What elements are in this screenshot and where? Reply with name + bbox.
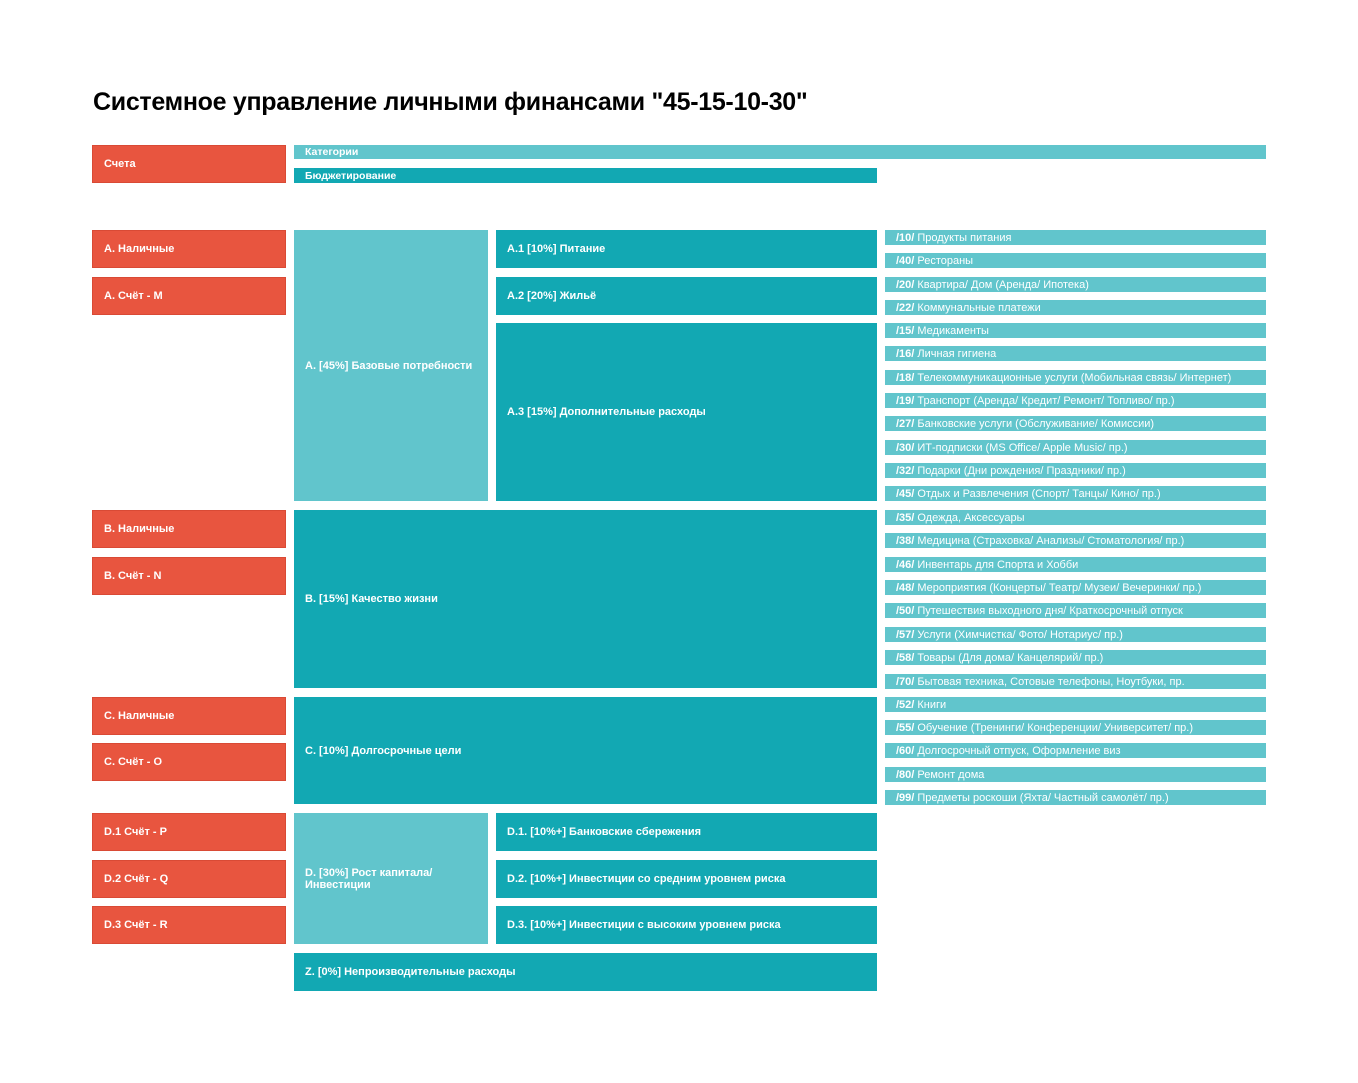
account-label: C. Наличные	[104, 710, 175, 722]
account-label: B. Счёт - N	[104, 570, 162, 582]
category-code: /27/	[896, 417, 915, 430]
sub-d1-bank-savings[interactable]	[496, 813, 877, 851]
sub-a3-extra[interactable]	[496, 323, 877, 501]
account-b-n[interactable]	[92, 557, 286, 595]
category-item[interactable]	[885, 253, 1266, 268]
account-d2-q[interactable]	[92, 860, 286, 898]
category-item[interactable]	[885, 346, 1266, 361]
group-label: C. [10%] Долгосрочные цели	[305, 744, 462, 757]
category-code: /18/	[896, 371, 915, 384]
category-item[interactable]	[885, 790, 1266, 805]
sub-label: A.2 [20%] Жильё	[507, 290, 597, 302]
category-name: Предметы роскоши (Яхта/ Частный самолёт/ пр.)	[917, 791, 1169, 804]
budgeting-header	[294, 168, 877, 183]
category-item[interactable]	[885, 277, 1266, 292]
category-code: /48/	[896, 581, 915, 594]
category-name: Услуги (Химчистка/ Фото/ Нотариус/ пр.)	[917, 628, 1123, 641]
category-name: Путешествия выходного дня/ Краткосрочный отпуск	[917, 604, 1183, 617]
accounts-header	[92, 145, 286, 183]
category-code: /57/	[896, 628, 915, 641]
category-code: /80/	[896, 768, 915, 781]
category-code: /52/	[896, 698, 915, 711]
account-b-cash[interactable]	[92, 510, 286, 548]
category-item[interactable]	[885, 697, 1266, 712]
category-name: Телекоммуникационные услуги (Мобильная связь/ Интернет)	[917, 371, 1232, 384]
category-code: /55/	[896, 721, 915, 734]
account-c-cash[interactable]	[92, 697, 286, 735]
category-item[interactable]	[885, 416, 1266, 431]
category-item[interactable]	[885, 650, 1266, 665]
category-name: Ремонт дома	[917, 768, 985, 781]
category-name: Подарки (Дни рождения/ Праздники/ пр.)	[917, 464, 1126, 477]
category-item[interactable]	[885, 486, 1266, 501]
category-code: /22/	[896, 301, 915, 314]
accounts-header-label: Счета	[104, 158, 136, 170]
group-c-long-term-goals[interactable]	[294, 697, 877, 804]
category-code: /45/	[896, 487, 915, 500]
categories-header	[294, 145, 1266, 159]
category-item[interactable]	[885, 767, 1266, 782]
sub-d3-high-risk[interactable]	[496, 906, 877, 944]
group-z-unproductive[interactable]	[294, 953, 877, 991]
sub-a1-food[interactable]	[496, 230, 877, 268]
category-name: Личная гигиена	[917, 347, 997, 360]
category-code: /30/	[896, 441, 915, 454]
sub-label: D.2. [10%+] Инвестиции со средним уровнем риска	[507, 873, 786, 885]
category-name: Квартира/ Дом (Аренда/ Ипотека)	[917, 278, 1089, 291]
category-name: Медикаменты	[917, 324, 989, 337]
group-d-capital-growth[interactable]	[294, 813, 488, 944]
account-a-m[interactable]	[92, 277, 286, 315]
category-name: Банковские услуги (Обслуживание/ Комиссии)	[917, 417, 1155, 430]
category-item[interactable]	[885, 674, 1266, 689]
account-label: A. Наличные	[104, 243, 175, 255]
group-label: D. [30%] Рост капитала/ Инвестиции	[305, 866, 433, 891]
sub-a2-housing[interactable]	[496, 277, 877, 315]
group-label: A. [45%] Базовые потребности	[305, 359, 473, 372]
sub-label: A.1 [10%] Питание	[507, 243, 606, 255]
group-a-basic-needs[interactable]	[294, 230, 488, 501]
category-name: Мероприятия (Концерты/ Театр/ Музеи/ Вечеринки/ пр.)	[917, 581, 1202, 594]
category-item[interactable]	[885, 440, 1266, 455]
account-label: B. Наличные	[104, 523, 175, 535]
category-item[interactable]	[885, 580, 1266, 595]
category-item[interactable]	[885, 323, 1266, 338]
category-name: Отдых и Развлечения (Спорт/ Танцы/ Кино/ пр.)	[917, 487, 1161, 500]
category-name: Обучение (Тренинги/ Конференции/ Университет/ пр.)	[917, 721, 1193, 734]
category-item[interactable]	[885, 720, 1266, 735]
category-code: /58/	[896, 651, 915, 664]
category-name: Бытовая техника, Сотовые телефоны, Ноутбуки, пр.	[917, 675, 1185, 688]
category-item[interactable]	[885, 510, 1266, 525]
category-item[interactable]	[885, 533, 1266, 548]
category-code: /16/	[896, 347, 915, 360]
sub-label: A.3 [15%] Дополнительные расходы	[507, 406, 706, 418]
category-code: /19/	[896, 394, 915, 407]
category-name: Коммунальные платежи	[917, 301, 1041, 314]
category-item[interactable]	[885, 393, 1266, 408]
category-item[interactable]	[885, 603, 1266, 618]
category-code: /46/	[896, 558, 915, 571]
account-label: A. Счёт - M	[104, 290, 163, 302]
category-item[interactable]	[885, 743, 1266, 758]
category-name: Инвентарь для Спорта и Хобби	[917, 558, 1079, 571]
category-code: /38/	[896, 534, 915, 547]
category-code: /10/	[896, 231, 915, 244]
category-code: /50/	[896, 604, 915, 617]
category-name: Продукты питания	[917, 231, 1012, 244]
category-item[interactable]	[885, 370, 1266, 385]
category-code: /20/	[896, 278, 915, 291]
category-name: Книги	[917, 698, 947, 711]
account-a-cash[interactable]	[92, 230, 286, 268]
group-label: B. [15%] Качество жизни	[305, 593, 438, 605]
category-code: /70/	[896, 675, 915, 688]
account-label: D.1 Счёт - P	[104, 826, 167, 838]
category-code: /60/	[896, 744, 915, 757]
category-name: Медицина (Страховка/ Анализы/ Стоматология/ пр.)	[917, 534, 1185, 547]
category-code: /32/	[896, 464, 915, 477]
budgeting-header-label: Бюджетирование	[305, 169, 397, 182]
account-d3-r[interactable]	[92, 906, 286, 944]
category-name: Долгосрочный отпуск, Оформление виз	[917, 744, 1121, 757]
categories-header-label: Категории	[305, 146, 359, 158]
account-label: D.2 Счёт - Q	[104, 873, 169, 885]
category-code: /35/	[896, 511, 915, 524]
category-code: /15/	[896, 324, 915, 337]
category-item[interactable]	[885, 230, 1266, 245]
category-item[interactable]	[885, 300, 1266, 315]
category-item[interactable]	[885, 463, 1266, 478]
category-code: /99/	[896, 791, 915, 804]
group-b-quality-of-life[interactable]	[294, 510, 877, 688]
category-code: /40/	[896, 254, 915, 267]
category-item[interactable]	[885, 557, 1266, 572]
account-c-o[interactable]	[92, 743, 286, 781]
account-label: C. Счёт - O	[104, 756, 163, 768]
group-label: Z. [0%] Непроизводительные расходы	[305, 966, 516, 978]
account-d1-p[interactable]	[92, 813, 286, 851]
category-name: Рестораны	[917, 254, 974, 267]
category-item[interactable]	[885, 627, 1266, 642]
category-name: ИТ-подписки (MS Office/ Apple Music/ пр.)	[917, 441, 1128, 454]
sub-label: D.3. [10%+] Инвестиции с высоким уровнем риска	[507, 919, 781, 931]
account-label: D.3 Счёт - R	[104, 919, 168, 931]
category-name: Товары (Для дома/ Канцелярий/ пр.)	[917, 651, 1104, 664]
sub-label: D.1. [10%+] Банковские сбережения	[507, 826, 702, 838]
category-name: Одежда, Аксессуары	[917, 511, 1025, 524]
category-name: Транспорт (Аренда/ Кредит/ Ремонт/ Топливо/ пр.)	[917, 394, 1175, 407]
page-title: Системное управление личными финансами "45-15-10-30"	[93, 88, 808, 116]
sub-d2-medium-risk[interactable]	[496, 860, 877, 898]
